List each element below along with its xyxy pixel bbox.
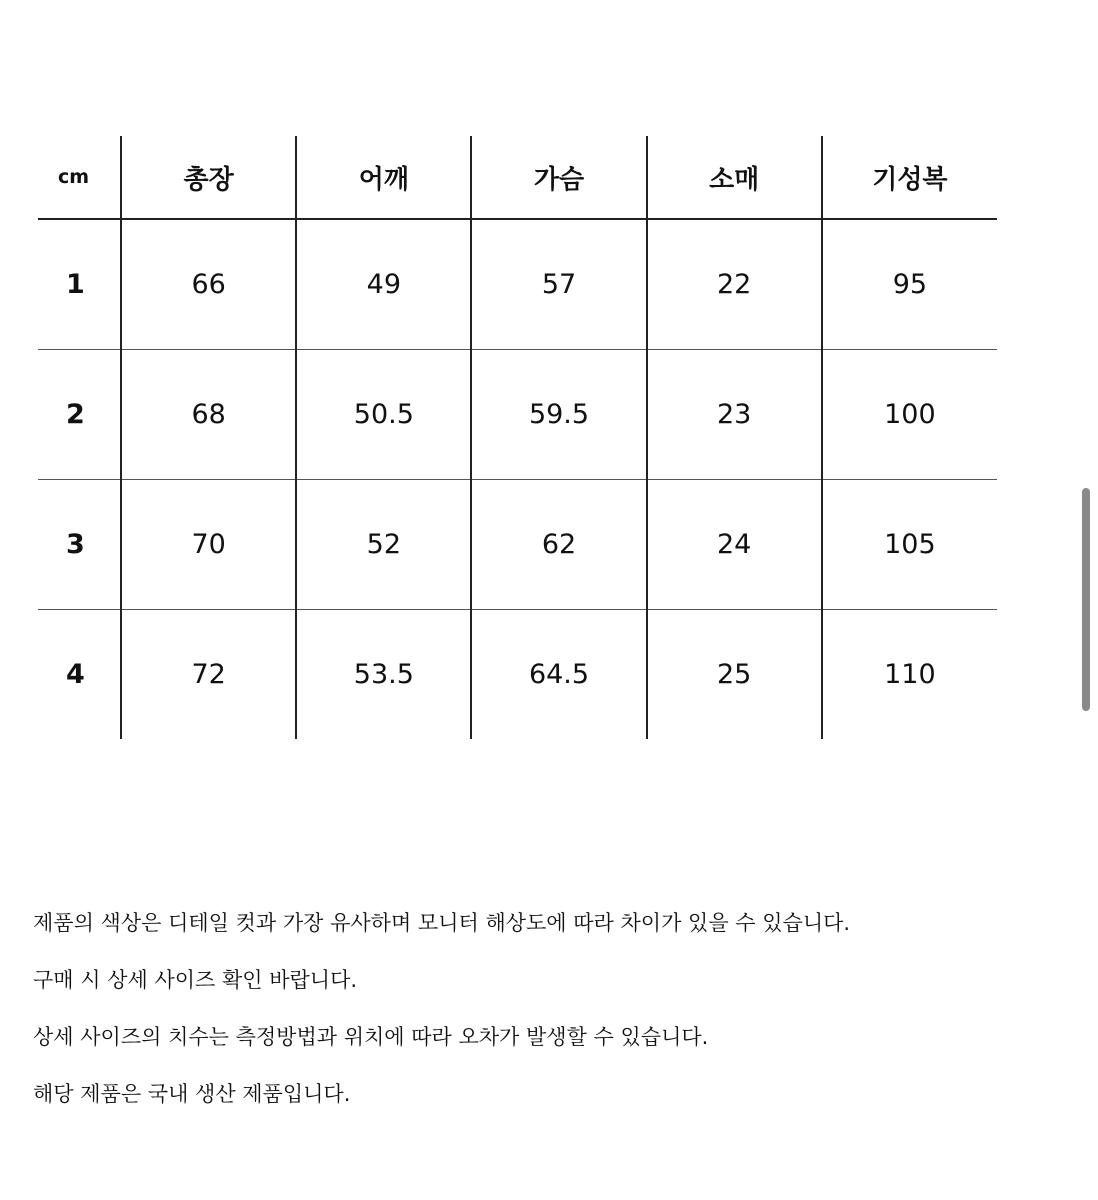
table-cell: 72 <box>121 610 296 740</box>
table-cell: 53.5 <box>296 610 471 740</box>
table-cell: 66 <box>121 219 296 350</box>
table-row <box>38 219 997 350</box>
header-sleeve: 소매 <box>647 136 822 219</box>
size-label: 4 <box>66 659 85 690</box>
size-label: 1 <box>38 219 121 350</box>
table-row <box>38 480 997 610</box>
table-row <box>38 610 997 740</box>
header-total-length: 총장 <box>121 136 296 219</box>
table-cell: 100 <box>822 350 997 480</box>
note-origin: 해당 제품은 국내 생산 제품입니다. <box>33 1082 351 1106</box>
size-chart-table <box>38 136 997 739</box>
table-cell: 25 <box>647 610 822 740</box>
header-shoulder: 어깨 <box>296 136 471 219</box>
table-cell: 23 <box>647 350 822 480</box>
table-cell: 52 <box>296 480 471 610</box>
size-label: 3 <box>38 480 121 610</box>
table-cell: 24 <box>647 480 822 610</box>
header-ready-made: 기성복 <box>822 136 997 219</box>
table-cell: 68 <box>121 350 296 480</box>
table-cell: 59.5 <box>471 350 646 480</box>
table-cell: 110 <box>822 610 997 740</box>
table-cell: 64.5 <box>471 610 646 740</box>
vertical-scrollbar[interactable] <box>1082 488 1090 711</box>
header-chest: 가슴 <box>471 136 646 219</box>
table-header-row <box>38 136 997 219</box>
table-cell: 62 <box>471 480 646 610</box>
table-cell: 105 <box>822 480 997 610</box>
table-cell: 50.5 <box>296 350 471 480</box>
table-cell: 22 <box>647 219 822 350</box>
note-measurement-error: 상세 사이즈의 치수는 측정방법과 위치에 따라 오차가 발생할 수 있습니다. <box>33 1025 709 1049</box>
table-cell: 49 <box>296 219 471 350</box>
table-cell: 57 <box>471 219 646 350</box>
note-color-disclaimer: 제품의 색상은 디테일 컷과 가장 유사하며 모니터 해상도에 따라 차이가 있을 수 있습니다. <box>33 911 851 935</box>
note-check-size: 구매 시 상세 사이즈 확인 바랍니다. <box>33 968 358 992</box>
scrollbar-thumb[interactable] <box>1082 488 1090 711</box>
table-cell: 95 <box>822 219 997 350</box>
table-cell: 70 <box>121 480 296 610</box>
unit-header: cm <box>38 136 121 219</box>
product-notes <box>33 906 850 1134</box>
size-label: 2 <box>38 350 121 480</box>
table-row <box>38 350 997 480</box>
